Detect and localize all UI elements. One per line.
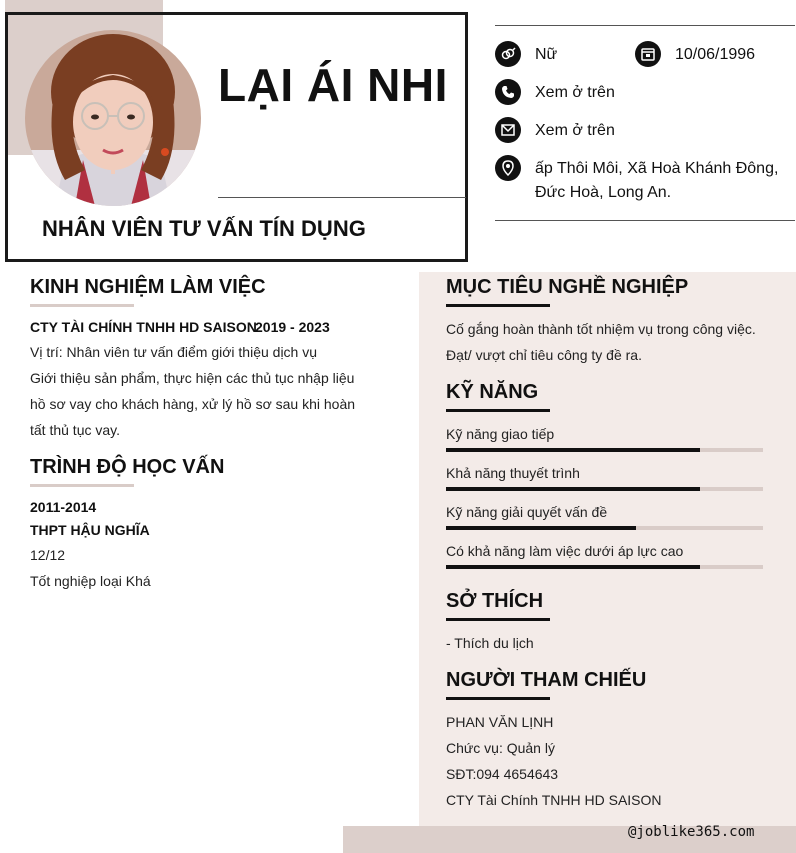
skill-bar-track bbox=[446, 487, 763, 491]
email-value: Xem ở trên bbox=[535, 122, 615, 139]
objective-underline bbox=[446, 304, 550, 307]
skill-label: Khả năng thuyết trình bbox=[446, 465, 580, 481]
name-divider bbox=[218, 197, 466, 198]
skill-label: Kỹ năng giải quyết vấn đề bbox=[446, 504, 608, 520]
education-underline bbox=[30, 484, 134, 487]
education-school: THPT HẬU NGHĨA bbox=[30, 522, 150, 538]
skill-bar-track bbox=[446, 526, 763, 530]
skill-bar-track bbox=[446, 565, 763, 569]
hobby-item: - Thích du lịch bbox=[446, 635, 534, 651]
experience-period: 2019 - 2023 bbox=[255, 319, 330, 335]
skills-title: KỸ NĂNG bbox=[446, 381, 539, 403]
reference-title: NGƯỜI THAM CHIẾU bbox=[446, 669, 647, 691]
skill-label: Kỹ năng giao tiếp bbox=[446, 426, 555, 442]
reference-underline bbox=[446, 697, 550, 700]
gender-value: Nữ bbox=[535, 46, 558, 63]
candidate-name: LẠI ÁI NHI bbox=[218, 59, 448, 111]
reference-phone: SĐT:094 4654643 bbox=[446, 766, 559, 782]
skill-bar-track bbox=[446, 448, 763, 452]
objective-title: MỤC TIÊU NGHỀ NGHIỆP bbox=[446, 276, 689, 298]
experience-company: CTY TÀI CHÍNH TNHH HD SAISON bbox=[30, 319, 257, 335]
education-result: Tốt nghiệp loại Khá bbox=[30, 573, 151, 589]
experience-line: tất thủ tục vay. bbox=[30, 422, 121, 438]
reference-company: CTY Tài Chính TNHH HD SAISON bbox=[446, 792, 662, 808]
skill-bar-fill bbox=[446, 487, 700, 491]
avatar bbox=[25, 30, 201, 206]
hobbies-underline bbox=[446, 618, 550, 621]
skill-bar-fill bbox=[446, 526, 636, 530]
experience-line: Vị trí: Nhân viên tư vấn điểm giới thiệu dịch vụ bbox=[30, 344, 318, 360]
reference-name: PHAN VĂN LỊNH bbox=[446, 714, 554, 730]
phone-value: Xem ở trên bbox=[535, 84, 615, 101]
footer-watermark: @joblike365.com bbox=[628, 824, 755, 840]
objective-line-1: Cố gắng hoàn thành tốt nhiệm vụ trong công việc. bbox=[446, 321, 756, 337]
location-icon bbox=[495, 155, 521, 181]
calendar-icon bbox=[635, 41, 661, 67]
objective-line-2: Đạt/ vượt chỉ tiêu công ty đề ra. bbox=[446, 347, 642, 363]
hobbies-title: SỞ THÍCH bbox=[446, 590, 544, 612]
skill-label: Có khả năng làm việc dưới áp lực cao bbox=[446, 543, 684, 559]
address-line-1: ấp Thôi Môi, Xã Hoà Khánh Đông, bbox=[535, 160, 779, 177]
info-bottom-divider bbox=[495, 220, 795, 221]
experience-underline bbox=[30, 304, 134, 307]
experience-line: hồ sơ vay cho khách hàng, xử lý hồ sơ sau khi hoàn bbox=[30, 396, 356, 412]
address-line-2: Đức Hoà, Long An. bbox=[535, 184, 672, 201]
education-title: TRÌNH ĐỘ HỌC VẤN bbox=[30, 456, 225, 478]
job-title: NHÂN VIÊN TƯ VẤN TÍN DỤNG bbox=[42, 216, 366, 241]
experience-title: KINH NGHIỆM LÀM VIỆC bbox=[30, 276, 266, 298]
reference-position: Chức vụ: Quản lý bbox=[446, 740, 555, 756]
skills-underline bbox=[446, 409, 550, 412]
skill-bar-fill bbox=[446, 448, 700, 452]
skill-bar-fill bbox=[446, 565, 700, 569]
gender-icon bbox=[495, 41, 521, 67]
email-icon bbox=[495, 117, 521, 143]
info-top-divider bbox=[495, 25, 795, 26]
education-grade: 12/12 bbox=[30, 547, 66, 563]
phone-icon bbox=[495, 79, 521, 105]
experience-line: Giới thiệu sản phẩm, thực hiện các thủ tục nhập liệu bbox=[30, 370, 355, 386]
birthday-value: 10/06/1996 bbox=[675, 46, 756, 63]
education-years: 2011-2014 bbox=[30, 499, 97, 515]
